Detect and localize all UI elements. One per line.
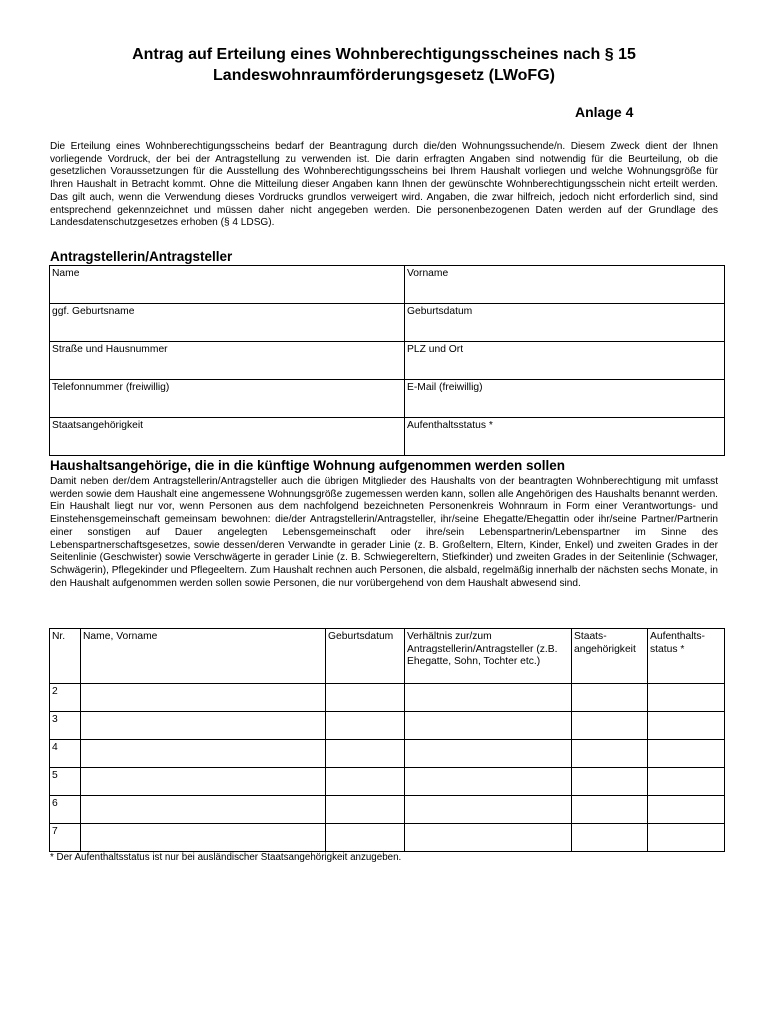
col-header-residence-status: Aufenthalts-status *: [648, 629, 725, 684]
table-row: [50, 684, 725, 712]
table-row: [50, 768, 725, 796]
title-line-1: Antrag auf Erteilung eines Wohnberechtigungsscheines nach § 15: [132, 46, 636, 63]
first-name-field[interactable]: [405, 266, 725, 304]
zip-city-field[interactable]: [405, 342, 725, 380]
member-name-cell[interactable]: [81, 712, 326, 740]
applicant-table: [49, 265, 725, 456]
col-header-nr: Nr.: [50, 629, 81, 684]
member-birth-date-cell[interactable]: [326, 796, 405, 824]
member-relationship-cell[interactable]: [405, 768, 572, 796]
email-field[interactable]: [405, 380, 725, 418]
applicant-heading: Antragstellerin/Antragsteller: [50, 249, 233, 264]
member-birth-date-cell[interactable]: [326, 684, 405, 712]
member-name-cell[interactable]: [81, 768, 326, 796]
member-residence-status-cell[interactable]: [648, 740, 725, 768]
member-relationship-cell[interactable]: [405, 740, 572, 768]
member-relationship-cell[interactable]: [405, 796, 572, 824]
member-name-cell[interactable]: [81, 796, 326, 824]
household-heading: Haushaltsangehörige, die in die künftige Wohnung aufgenommen werden sollen: [50, 458, 566, 473]
col-header-nationality: Staats-angehörigkeit: [572, 629, 648, 684]
nationality-label: Staatsangehörigkeit: [52, 420, 144, 431]
member-birth-date-cell[interactable]: [326, 824, 405, 852]
annex-label: Anlage 4: [575, 104, 634, 120]
row-number: 2: [50, 684, 81, 712]
member-residence-status-cell[interactable]: [648, 684, 725, 712]
residence-status-label: Aufenthaltsstatus *: [407, 420, 493, 431]
email-label: E-Mail (freiwillig): [407, 382, 483, 393]
table-row: [50, 740, 725, 768]
member-residence-status-cell[interactable]: [648, 768, 725, 796]
member-nationality-cell[interactable]: [572, 684, 648, 712]
birth-date-label: Geburtsdatum: [407, 306, 473, 317]
phone-field[interactable]: [50, 380, 405, 418]
member-nationality-cell[interactable]: [572, 768, 648, 796]
title-line-2: Landeswohnraumförderungsgesetz (LWoFG): [213, 67, 555, 84]
member-nationality-cell[interactable]: [572, 740, 648, 768]
street-label: Straße und Hausnummer: [52, 344, 168, 355]
member-nationality-cell[interactable]: [572, 824, 648, 852]
name-field[interactable]: [50, 266, 405, 304]
zip-city-label: PLZ und Ort: [407, 344, 464, 355]
household-paragraph: Damit neben der/dem Antragstellerin/Antragsteller auch die übrigen Mitglieder des Haushalts von der beantragten Wohnberechtigung mit umfasst werden sowie dem Haushalt eine angemessene Wohnungsgröße zugemessen werden kann, sollen alle Angehörigen des Haushalts benannt werden. Ein Haushalt liegt nur vor, wenn Personen aus dem nachfolgend bezeichneten Personenkreis Wohnraum in Form einer Verantwortungs- und Einstehensgemeinschaft gemeinsam bewohnen: die/der Antragstellerin/Antragsteller, ihr/seine Ehegatte/Ehegattin oder ihr/seine Partner/Partnerin einer sonstigen auf Dauer angelegten Lebensgemeinschaft oder ihre/sein Lebenspartnerin/Lebenspartner im Sinne des Lebenspartnerschaftsgesetzes, sowie dessen/deren Verwandte in gerader Linie (z. B. Großeltern, Eltern, Kinder, Enkel) und zweiten Grades in der Seitenlinie (Geschwister) sowie Verschwägerte in gerader Linie (z. B. Schwiegereltern, Stiefkinder) und zweiten Grades in der Seitenlinie (Schwager, Schwägerin), Pflegekinder und Pflegeeltern. Zum Haushalt rechnen auch Personen, die alsbald, regelmäßig innerhalb der nächsten sechs Monate, in den Haushalt aufgenommen werden sollen sowie Personen, die nur vorübergehend von dem Haushalt abwesend sind.: [50, 476, 718, 589]
member-residence-status-cell[interactable]: [648, 712, 725, 740]
table-row: [50, 824, 725, 852]
row-number: 7: [50, 824, 81, 852]
residence-status-field[interactable]: [405, 418, 725, 456]
table-row: [50, 712, 725, 740]
street-field[interactable]: [50, 342, 405, 380]
name-label: Name: [52, 268, 80, 279]
first-name-label: Vorname: [407, 268, 449, 279]
member-relationship-cell[interactable]: [405, 684, 572, 712]
footnote: * Der Aufenthaltsstatus ist nur bei ausländischer Staatsangehörigkeit anzugeben.: [50, 852, 402, 863]
row-number: 4: [50, 740, 81, 768]
member-name-cell[interactable]: [81, 684, 326, 712]
member-residence-status-cell[interactable]: [648, 824, 725, 852]
member-birth-date-cell[interactable]: [326, 740, 405, 768]
birth-name-label: ggf. Geburtsname: [52, 306, 135, 317]
row-number: 6: [50, 796, 81, 824]
member-birth-date-cell[interactable]: [326, 768, 405, 796]
col-header-relationship: Verhältnis zur/zum Antragstellerin/Antragsteller (z.B. Ehegatte, Sohn, Tochter etc.): [405, 629, 572, 684]
intro-paragraph: Die Erteilung eines Wohnberechtigungsscheins bedarf der Beantragung durch die/den Wohnungssuchende/n. Diesem Zweck dient der Ihnen vorliegende Vordruck, der bei der Antragstellung zu verwenden ist. Die darin erfragten Angaben sind notwendig für die Beurteilung, ob die gesetzlichen Voraussetzungen für die Ausstellung des Wohnberechtigungsscheins bei Ihrem Haushalt vorliegen und welche Wohnungsgröße für Ihren Haushalt in Betracht kommt. Ohne die Mitteilung dieser Angaben kann Ihnen der gewünschte Wohnberechtigungsschein nicht erteilt werden. Das gilt auch, wenn die Verwendung dieses Vordrucks grundlos verweigert wird. Angaben, die zwar hilfreich, jedoch nicht erforderlich sind, sind entsprechend gekennzeichnet und müssen daher nicht angegeben werden. Die personenbezogenen Daten werden auf der Grundlage des Landesdatenschutzgesetzes erhoben (§ 4 LDSG).: [50, 141, 718, 229]
member-name-cell[interactable]: [81, 824, 326, 852]
row-number: 3: [50, 712, 81, 740]
member-relationship-cell[interactable]: [405, 824, 572, 852]
col-header-name: Name, Vorname: [81, 629, 326, 684]
form-title: [0, 44, 768, 86]
member-nationality-cell[interactable]: [572, 712, 648, 740]
col-header-birth-date: Geburtsdatum: [326, 629, 405, 684]
household-members-table: [49, 628, 725, 852]
phone-label: Telefonnummer (freiwillig): [52, 382, 170, 393]
member-birth-date-cell[interactable]: [326, 712, 405, 740]
member-nationality-cell[interactable]: [572, 796, 648, 824]
member-relationship-cell[interactable]: [405, 712, 572, 740]
table-row: [50, 796, 725, 824]
row-number: 5: [50, 768, 81, 796]
nationality-field[interactable]: [50, 418, 405, 456]
birth-name-field[interactable]: [50, 304, 405, 342]
member-name-cell[interactable]: [81, 740, 326, 768]
member-residence-status-cell[interactable]: [648, 796, 725, 824]
birth-date-field[interactable]: [405, 304, 725, 342]
